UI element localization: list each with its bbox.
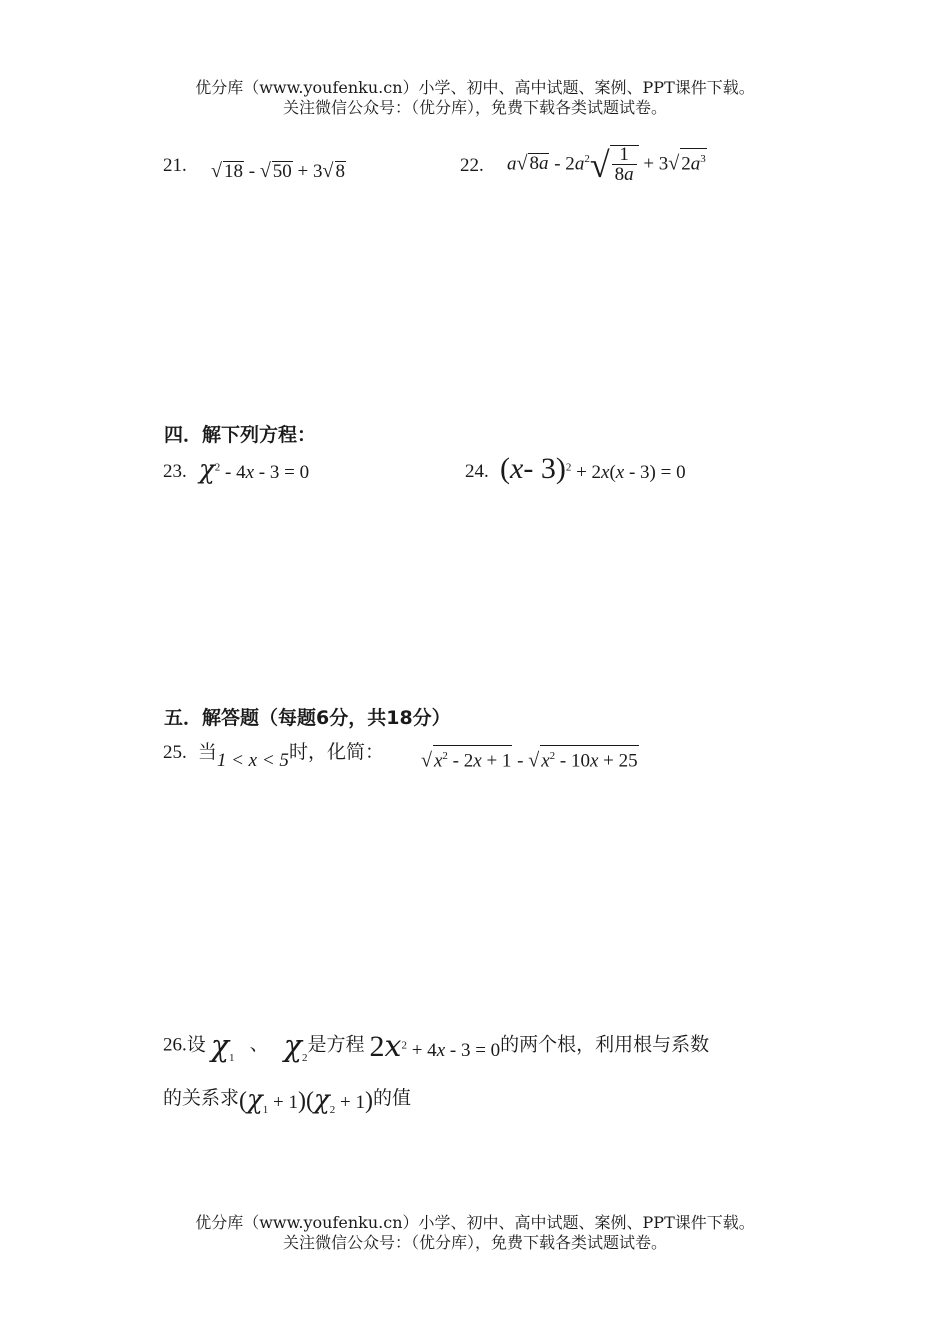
question-24-number: 24. xyxy=(465,461,489,482)
question-26-line-2 xyxy=(163,1076,411,1126)
question-21-number: 21. xyxy=(163,155,187,176)
header-line-2: 关注微信公众号：（优分库），免费下载各类试题试卷。 xyxy=(282,98,667,117)
question-22-expression: a√ $8a - 2a^2√$ $\frac{1}{8a}$ + 3√ $2a^3$ xyxy=(507,144,706,185)
section-4-title: 四．解下列方程： xyxy=(164,424,317,446)
question-25-condition: 1 < x < 5 xyxy=(216,750,289,771)
question-25-number: 25. xyxy=(163,742,187,763)
question-26-number: 26. xyxy=(163,1034,187,1056)
question-26-mid: 是方程 xyxy=(307,1033,365,1056)
question-26-product: $(\chi_1 + 1)(\chi_2 + 1)$ xyxy=(239,1085,373,1116)
root-x1: $\chi_1$ xyxy=(210,1029,235,1065)
header-line-1: 优分库（www.youfenku.cn）小学、初中、高中试题、案例、PPT课件下载。 xyxy=(195,78,755,97)
footer-line-1: 优分库（www.youfenku.cn）小学、初中、高中试题、案例、PPT课件下载。 xyxy=(195,1213,755,1232)
question-24-expression: (x- 3)$^2$ + 2x(x - 3) = 0 xyxy=(500,452,686,485)
question-23-expression: $\chi^2 - 4x - 3 = 0$ xyxy=(199,455,310,485)
question-26-prefix: 设 xyxy=(186,1033,206,1056)
question-26-line2-suffix: 的值 xyxy=(372,1087,411,1109)
question-25-expression: √ $x^2 - 2x + 1$ - √ $x^2 - 10x + 25$ xyxy=(421,745,639,772)
question-25-instruction: 时，化简： xyxy=(288,741,384,763)
question-25-prefix: 当 xyxy=(197,741,217,763)
question-22-number: 22. xyxy=(460,155,484,176)
root-x2: $\chi_2$ xyxy=(283,1029,308,1065)
question-23-number: 23. xyxy=(163,461,187,482)
question-21-expression: √ 18 - √ 50 + 3√ 8 xyxy=(211,160,345,182)
question-26-equation: $2x^2 + 4x - 3 = 0$ xyxy=(369,1029,501,1065)
footer-line-2: 关注微信公众号：（优分库），免费下载各类试题试卷。 xyxy=(282,1233,667,1252)
section-5-title: 五．解答题（每题6分，共18分） xyxy=(164,707,451,729)
question-26-line-1 xyxy=(163,1020,709,1072)
question-25 xyxy=(163,737,384,771)
question-26-separator: 、 xyxy=(249,1033,269,1056)
question-26-line2-prefix: 的关系求 xyxy=(163,1087,240,1109)
question-26-post: 的两个根，利用根与系数 xyxy=(500,1033,710,1056)
